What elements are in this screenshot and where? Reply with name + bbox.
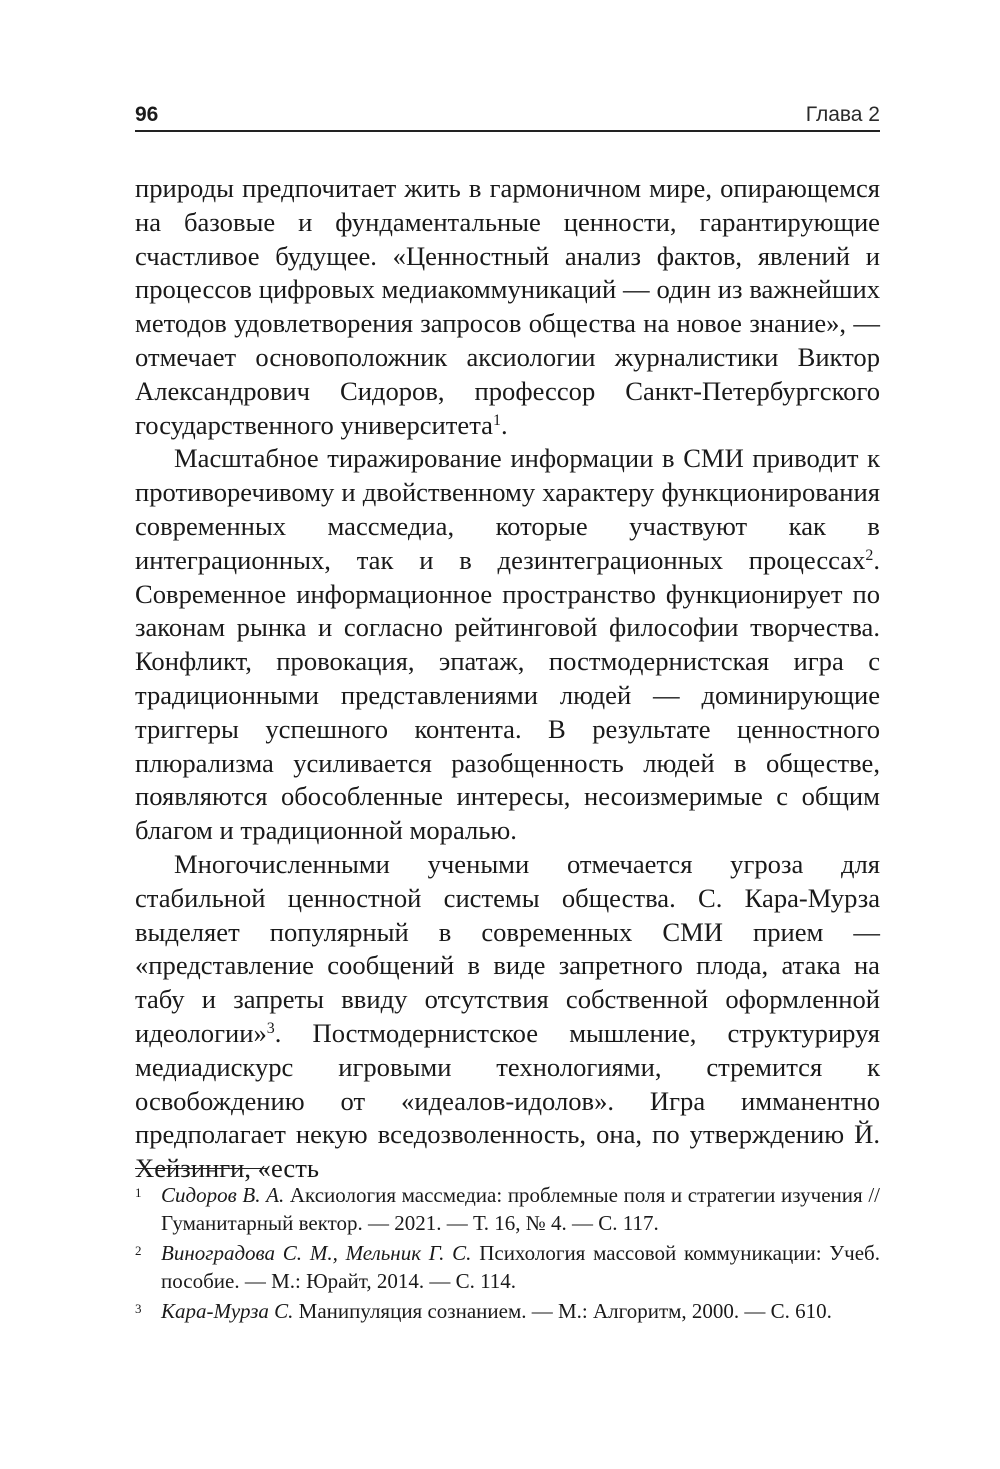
footnote-text: Манипуляция сознанием. — М.: Алгоритм, 2000. — С. 610. <box>293 1299 832 1323</box>
main-text <box>135 172 880 1186</box>
footnote-3 <box>135 1298 880 1326</box>
footnote-separator <box>135 1168 268 1169</box>
footnotes <box>135 1182 880 1329</box>
footnote-2 <box>135 1240 880 1295</box>
footnote-ref-2: 2 <box>865 547 874 564</box>
paragraph-3-text-b: . Постмодернистское мышление, структурируя медиадискурс игровыми технологиями, стремится к освобождению от «идеалов-идолов». Игра имманентно предполагает некую вседозволенность, она, по утверждению Й. Хейзинги, «есть <box>135 1017 880 1184</box>
header-rule <box>135 130 880 132</box>
paragraph-1-tail: . <box>500 409 508 440</box>
paragraph-1 <box>135 172 880 442</box>
paragraph-3-text-a: Многочисленными учеными отмечается угроза для стабильной ценностной системы общества. С. Кара-Мурза выделяет популярный в современных СМИ прием — «представление сообщений в виде запретного плода, атака на табу и запреты ввиду отсутствия собственной оформленной идеологии» <box>135 848 880 1048</box>
footnote-ref-1: 1 <box>492 411 501 429</box>
chapter-label: Глава 2 <box>805 103 880 126</box>
footnote-number: 2 <box>135 1243 142 1258</box>
running-head <box>135 100 880 130</box>
paragraph-1-text: природы предпочитает жить в гармоничном мире, опирающемся на базовые и фундаментальные ценности, гарантирующие счастливое будущее. «Ценностный анализ фактов, явлений и процессов цифровых медиакоммуникаций — один из важнейших методов удовлетворения запросов общества на новое знание», — отмечает основоположник аксиологии журналистики Виктор Александрович Сидоров, профессор Санкт-Петербургского государственного университета <box>135 173 880 440</box>
paragraph-2 <box>135 442 880 848</box>
footnote-author: Кара-Мурза С. <box>161 1299 294 1323</box>
footnote-author: Сидоров В. А. <box>161 1183 285 1207</box>
footnote-number: 3 <box>135 1301 142 1316</box>
footnote-text: Аксиология массмедиа: проблемные поля и стратегии изучения // Гуманитарный вектор. — 2021. — Т. 16, № 4. — С. 117. <box>161 1183 880 1235</box>
paragraph-2-text-b: . Современное информационное пространство функционирует по законам рынка и согласно рейтинговой философии творчества. Конфликт, провокация, эпатаж, постмодернистская игра с традиционными представлениями людей — доминирующие триггеры успешного контента. В результате ценностного плюрализма усиливается разобщенность людей в обществе, появляются обособленные интересы, несоизмеримые с общим благом и традиционной моралью. <box>135 544 880 846</box>
footnote-ref-3: 3 <box>266 1020 275 1038</box>
footnote-number: 1 <box>135 1185 142 1200</box>
footnote-1 <box>135 1182 880 1237</box>
footnote-author: Виноградова С. М., Мельник Г. С. <box>161 1241 472 1265</box>
footnote-text: Психология массовой коммуникации: Учеб. пособие. — М.: Юрайт, 2014. — С. 114. <box>161 1241 880 1293</box>
page-number: 96 <box>135 103 159 126</box>
paragraph-3 <box>135 848 880 1186</box>
paragraph-2-text-a: Масштабное тиражирование информации в СМИ приводит к противоречивому и двойственному характеру функционирования современных массмедиа, которые участвуют как в интеграционных, так и в дезинтеграционных процессах <box>135 443 880 575</box>
